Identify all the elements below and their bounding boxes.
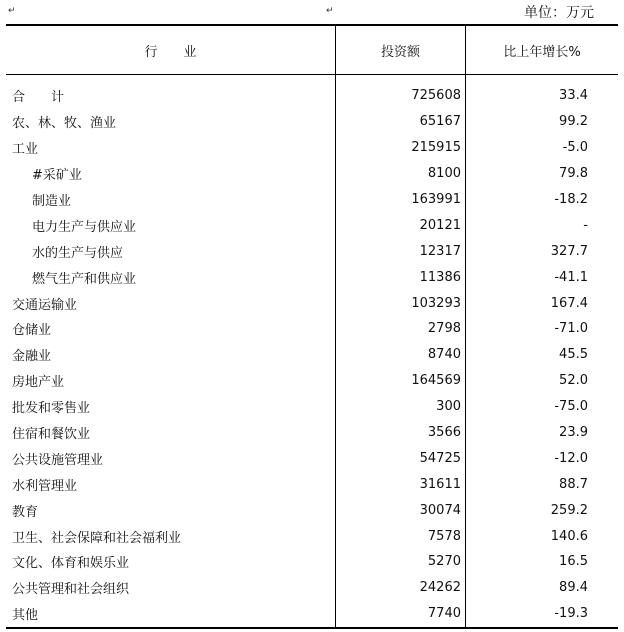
table-row <box>6 497 618 523</box>
investment-cell: 725608 <box>336 83 466 109</box>
industry-cell: 房地产业 <box>12 375 65 391</box>
table-row <box>6 290 618 316</box>
investment-cell: 5270 <box>336 549 466 575</box>
table-header-row <box>6 25 618 75</box>
table-row <box>6 549 618 575</box>
table-row <box>6 135 618 161</box>
industry-cell: 电力生产与供应业 <box>32 219 137 235</box>
table-row <box>6 316 618 342</box>
paragraph-mark-icon: ↵ <box>8 6 16 16</box>
header-growth: 比上年增长% <box>466 25 619 75</box>
table-row <box>6 445 618 471</box>
table-row <box>6 420 618 446</box>
growth-cell: -18.2 <box>466 187 619 213</box>
industry-cell: 合 计 <box>12 90 65 106</box>
investment-cell: 54725 <box>336 445 466 471</box>
investment-cell: 30074 <box>336 497 466 523</box>
industry-cell: #采矿业 <box>32 168 82 184</box>
table-row <box>6 212 618 238</box>
growth-cell: - <box>466 212 619 238</box>
table-row <box>6 394 618 420</box>
table-row <box>6 238 618 264</box>
industry-cell: 交通运输业 <box>12 297 78 313</box>
growth-cell: 99.2 <box>466 109 619 135</box>
paragraph-mark-icon: ↵ <box>326 6 334 16</box>
growth-cell: 79.8 <box>466 161 619 187</box>
investment-cell: 3566 <box>336 420 466 446</box>
investment-cell: 65167 <box>336 109 466 135</box>
industry-cell: 农、林、牧、渔业 <box>12 116 117 132</box>
growth-cell: 23.9 <box>466 420 619 446</box>
table-row <box>6 368 618 394</box>
growth-cell: 88.7 <box>466 471 619 497</box>
growth-cell: -71.0 <box>466 316 619 342</box>
investment-cell: 8100 <box>336 161 466 187</box>
investment-table <box>6 24 618 629</box>
investment-cell: 7740 <box>336 601 466 628</box>
table-row <box>6 601 618 628</box>
table-row <box>6 471 618 497</box>
growth-cell: 140.6 <box>466 523 619 549</box>
investment-cell: 24262 <box>336 575 466 601</box>
header-investment: 投资额 <box>336 25 466 75</box>
investment-cell: 31611 <box>336 471 466 497</box>
investment-cell: 20121 <box>336 212 466 238</box>
investment-cell: 300 <box>336 394 466 420</box>
growth-cell: 167.4 <box>466 290 619 316</box>
growth-cell: 52.0 <box>466 368 619 394</box>
industry-cell: 住宿和餐饮业 <box>12 427 91 443</box>
industry-cell: 制造业 <box>32 194 72 209</box>
header-industry: 行 业 <box>6 25 336 75</box>
table-row <box>6 575 618 601</box>
table-row <box>6 83 618 109</box>
industry-cell: 水的生产与供应 <box>32 245 124 261</box>
investment-cell: 163991 <box>336 187 466 213</box>
growth-cell: 89.4 <box>466 575 619 601</box>
table-row <box>6 161 618 187</box>
industry-cell: 工业 <box>12 142 39 158</box>
investment-cell: 164569 <box>336 368 466 394</box>
industry-cell: 其他 <box>6 601 336 628</box>
industry-cell: 燃气生产和供应业 <box>32 271 137 287</box>
table-row <box>6 187 618 213</box>
growth-cell: 16.5 <box>466 549 619 575</box>
industry-cell: 文化、体育和娱乐业 <box>12 556 130 572</box>
table-row <box>6 342 618 368</box>
industry-cell: 水利管理业 <box>12 478 78 494</box>
investment-cell: 12317 <box>336 238 466 264</box>
industry-cell: 仓储业 <box>12 323 52 339</box>
industry-cell: 金融业 <box>12 349 52 365</box>
growth-cell: 45.5 <box>466 342 619 368</box>
growth-cell: 259.2 <box>466 497 619 523</box>
growth-cell: 327.7 <box>466 238 619 264</box>
growth-cell: 33.4 <box>466 83 619 109</box>
investment-cell: 2798 <box>336 316 466 342</box>
industry-cell: 教育 <box>12 504 39 520</box>
table-caption-line <box>0 0 624 24</box>
industry-cell: 公共管理和社会组织 <box>12 582 130 598</box>
growth-cell: -12.0 <box>466 445 619 471</box>
industry-cell: 批发和零售业 <box>12 401 91 417</box>
growth-cell: -41.1 <box>466 264 619 290</box>
investment-cell: 215915 <box>336 135 466 161</box>
investment-cell: 8740 <box>336 342 466 368</box>
unit-label: 单位：万元 <box>524 5 594 21</box>
industry-cell: 卫生、社会保障和社会福利业 <box>12 530 182 546</box>
investment-cell: 7578 <box>336 523 466 549</box>
table-row <box>6 264 618 290</box>
growth-cell: -5.0 <box>466 135 619 161</box>
industry-cell: 公共设施管理业 <box>12 452 104 468</box>
investment-cell: 103293 <box>336 290 466 316</box>
table-row <box>6 523 618 549</box>
spacer-row <box>6 75 618 84</box>
table-row <box>6 109 618 135</box>
investment-cell: 11386 <box>336 264 466 290</box>
growth-cell: -19.3 <box>466 601 619 628</box>
growth-cell: -75.0 <box>466 394 619 420</box>
